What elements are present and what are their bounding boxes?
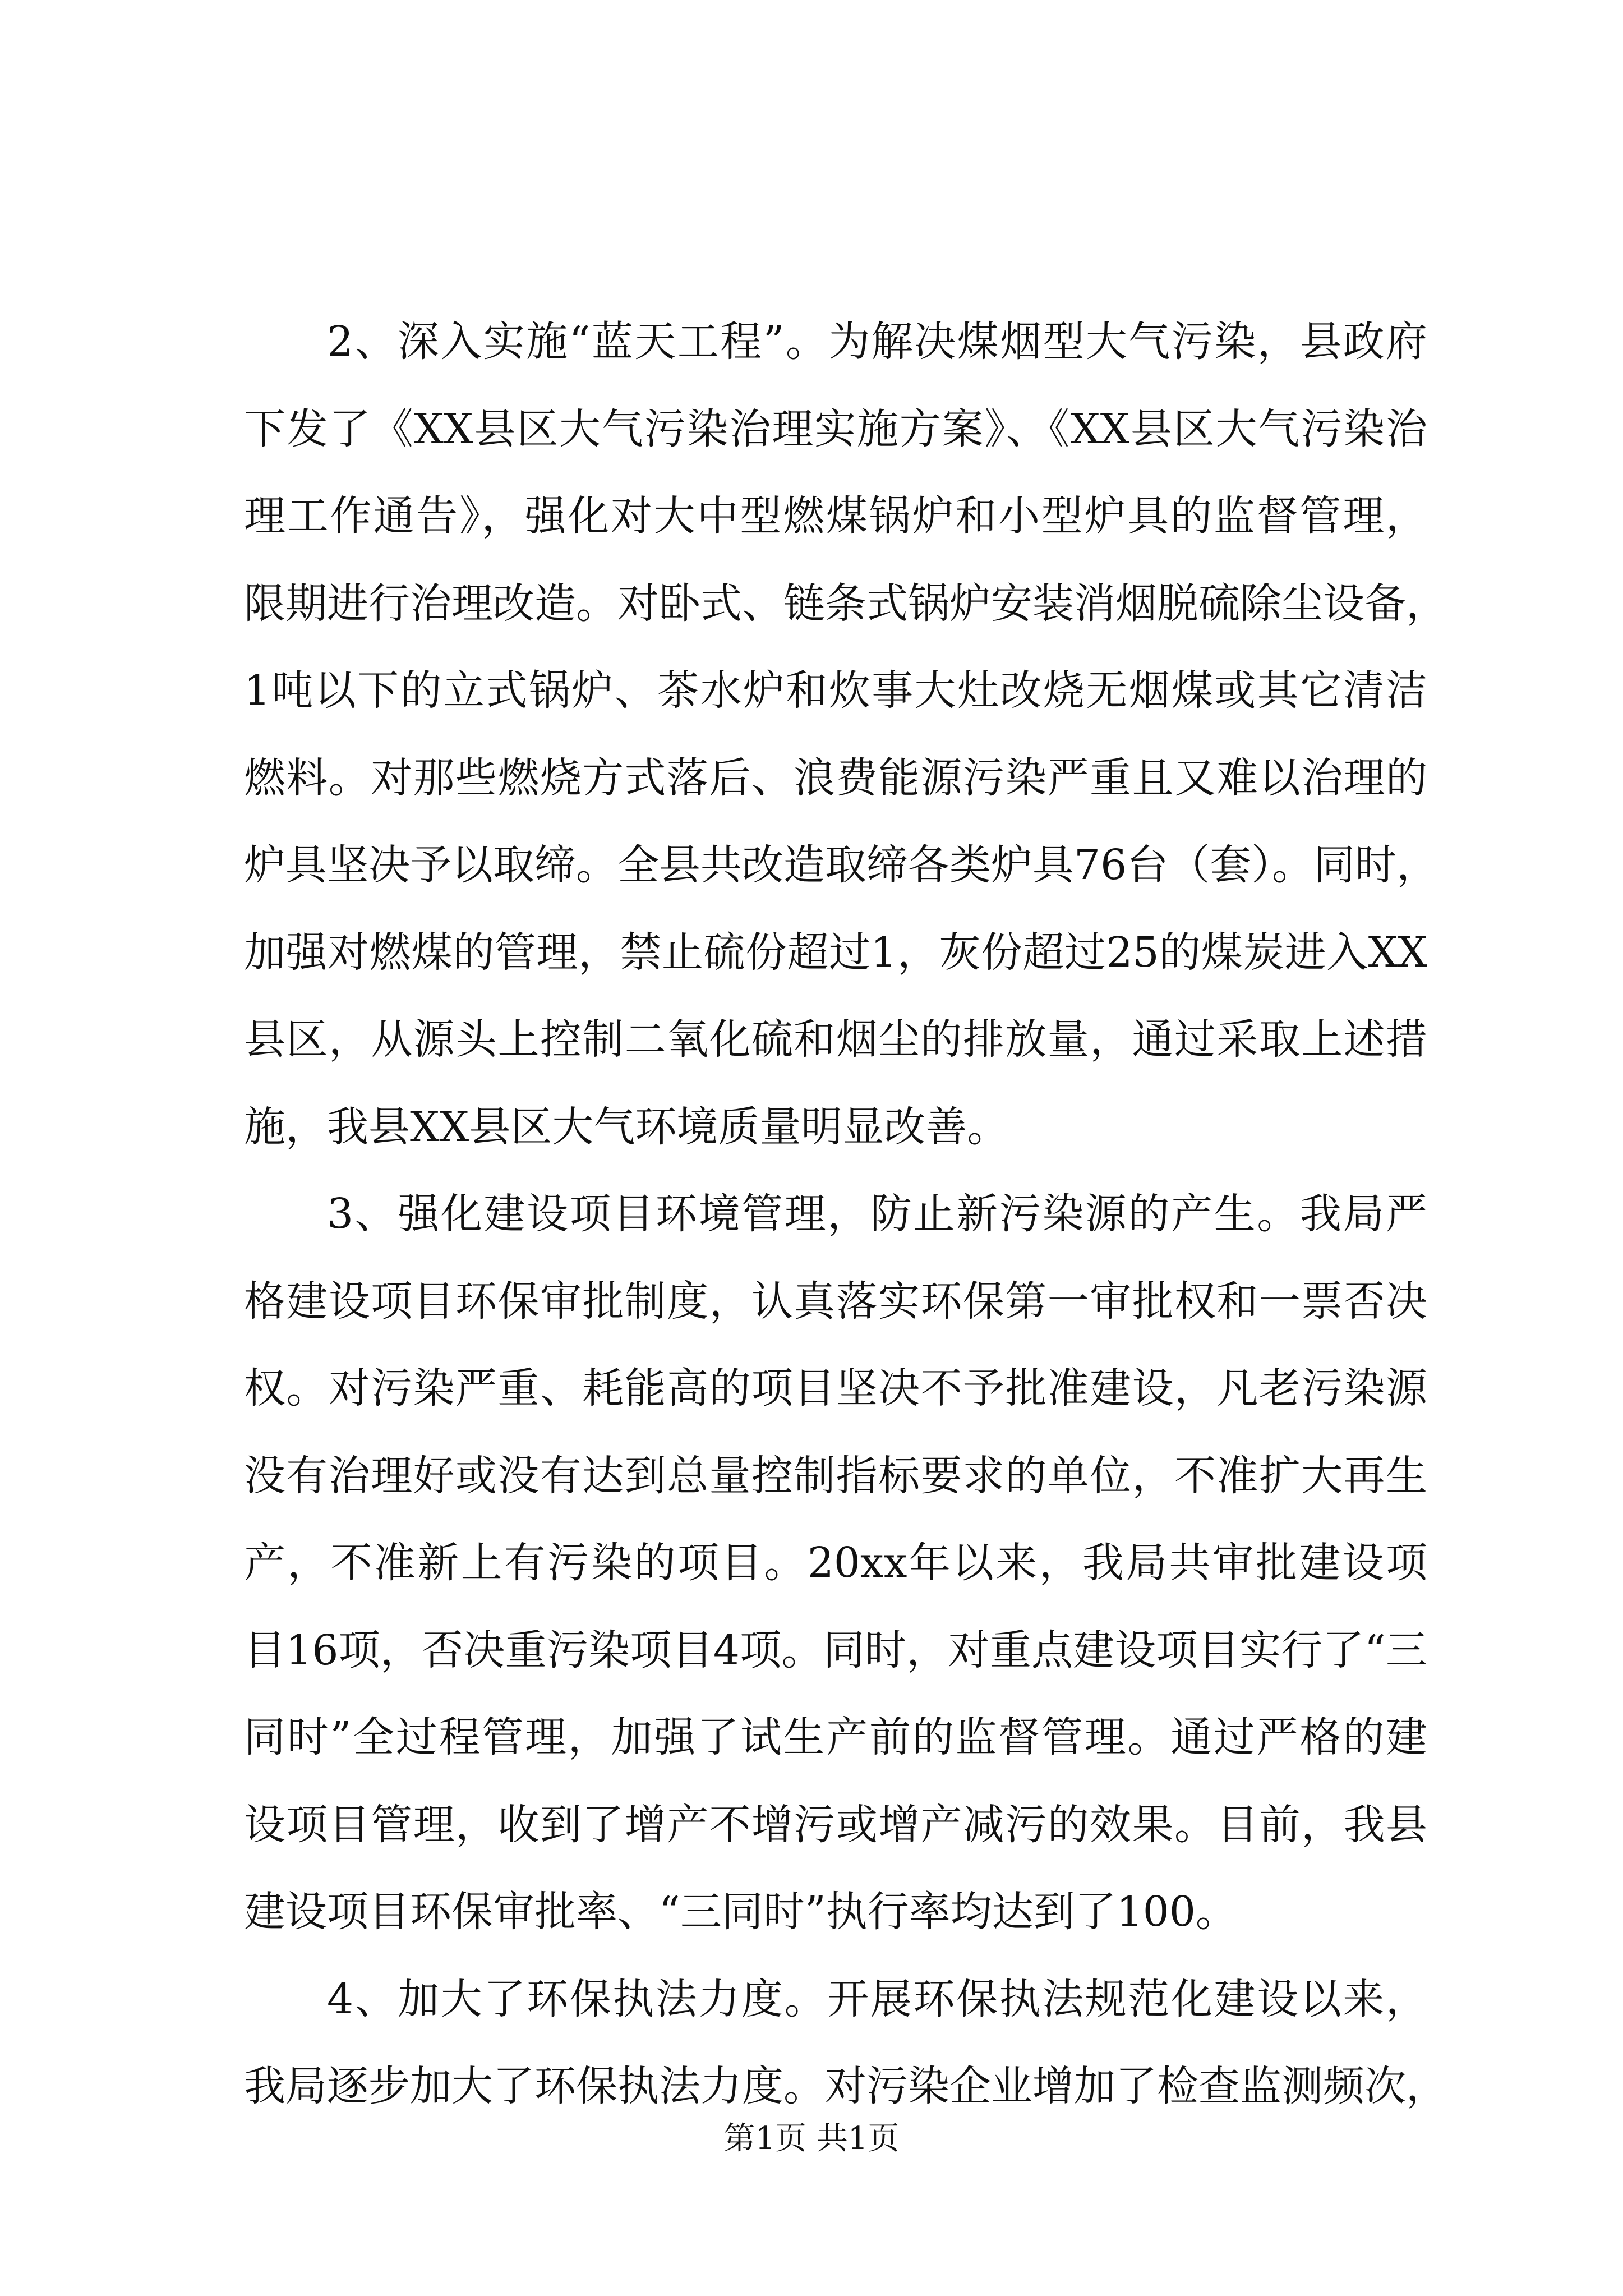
paragraph-line: 理工作通告》，强化对大中型燃煤锅炉和小型炉具的监督管理， bbox=[244, 492, 1427, 540]
paragraph-line: 4、加大了环保执法力度。开展环保执法规范化建设以来， bbox=[327, 1975, 1427, 2023]
paragraph-line: 目16项，否决重污染项目4项。同时，对重点建设项目实行了“三 bbox=[244, 1626, 1427, 1674]
page-number-footer: 第1页 共1页 bbox=[723, 2120, 900, 2157]
paragraph-line: 我局逐步加大了环保执法力度。对污染企业增加了检查监测频次， bbox=[244, 2062, 1447, 2110]
document-body bbox=[244, 298, 1447, 2131]
paragraph-line: 2、深入实施“蓝天工程”。为解决煤烟型大气污染，县政府 bbox=[327, 318, 1427, 366]
paragraph-line: 建设项目环保审批率、“三同时”执行率均达到了100。 bbox=[244, 1888, 1237, 1936]
paragraph-line: 燃料。对那些燃烧方式落后、浪费能源污染严重且又难以治理的 bbox=[244, 753, 1427, 802]
paragraph-line: 县区，从源头上控制二氧化硫和烟尘的排放量，通过采取上述措 bbox=[244, 1015, 1427, 1064]
paragraph-line: 加强对燃煤的管理，禁止硫份超过1，灰份超过25的煤炭进入XX bbox=[244, 928, 1427, 977]
paragraph-line: 3、强化建设项目环境管理，防止新污染源的产生。我局严 bbox=[327, 1190, 1427, 1238]
paragraph-line: 没有治理好或没有达到总量控制指标要求的单位，不准扩大再生 bbox=[244, 1451, 1427, 1500]
paragraph-line: 格建设项目环保审批制度，认真落实环保第一审批权和一票否决 bbox=[244, 1277, 1427, 1326]
paragraph-line: 1吨以下的立式锅炉、茶水炉和炊事大灶改烧无烟煤或其它清洁 bbox=[244, 666, 1427, 715]
paragraph-3-construction-projects bbox=[244, 1171, 1427, 1956]
paragraph-line: 限期进行治理改造。对卧式、链条式锅炉安装消烟脱硫除尘设备， bbox=[244, 579, 1447, 628]
paragraph-line: 设项目管理，收到了增产不增污或增产减污的效果。目前，我县 bbox=[244, 1800, 1427, 1849]
paragraph-4-law-enforcement bbox=[244, 1956, 1447, 2131]
paragraph-line: 产，不准新上有污染的项目。20xx年以来，我局共审批建设项 bbox=[244, 1539, 1427, 1587]
paragraph-line: 权。对污染严重、耗能高的项目坚决不予批准建设，凡老污染源 bbox=[244, 1364, 1427, 1412]
paragraph-line: 施，我县XX县区大气环境质量明显改善。 bbox=[244, 1102, 1009, 1151]
paragraph-2-blue-sky bbox=[244, 298, 1447, 1171]
paragraph-line: 同时”全过程管理，加强了试生产前的监督管理。通过严格的建 bbox=[244, 1713, 1427, 1761]
paragraph-line: 下发了《XX县区大气污染治理实施方案》、《XX县区大气污染治 bbox=[244, 404, 1427, 453]
paragraph-line: 炉具坚决予以取缔。全县共改造取缔各类炉具76台（套）。同时， bbox=[244, 841, 1438, 889]
